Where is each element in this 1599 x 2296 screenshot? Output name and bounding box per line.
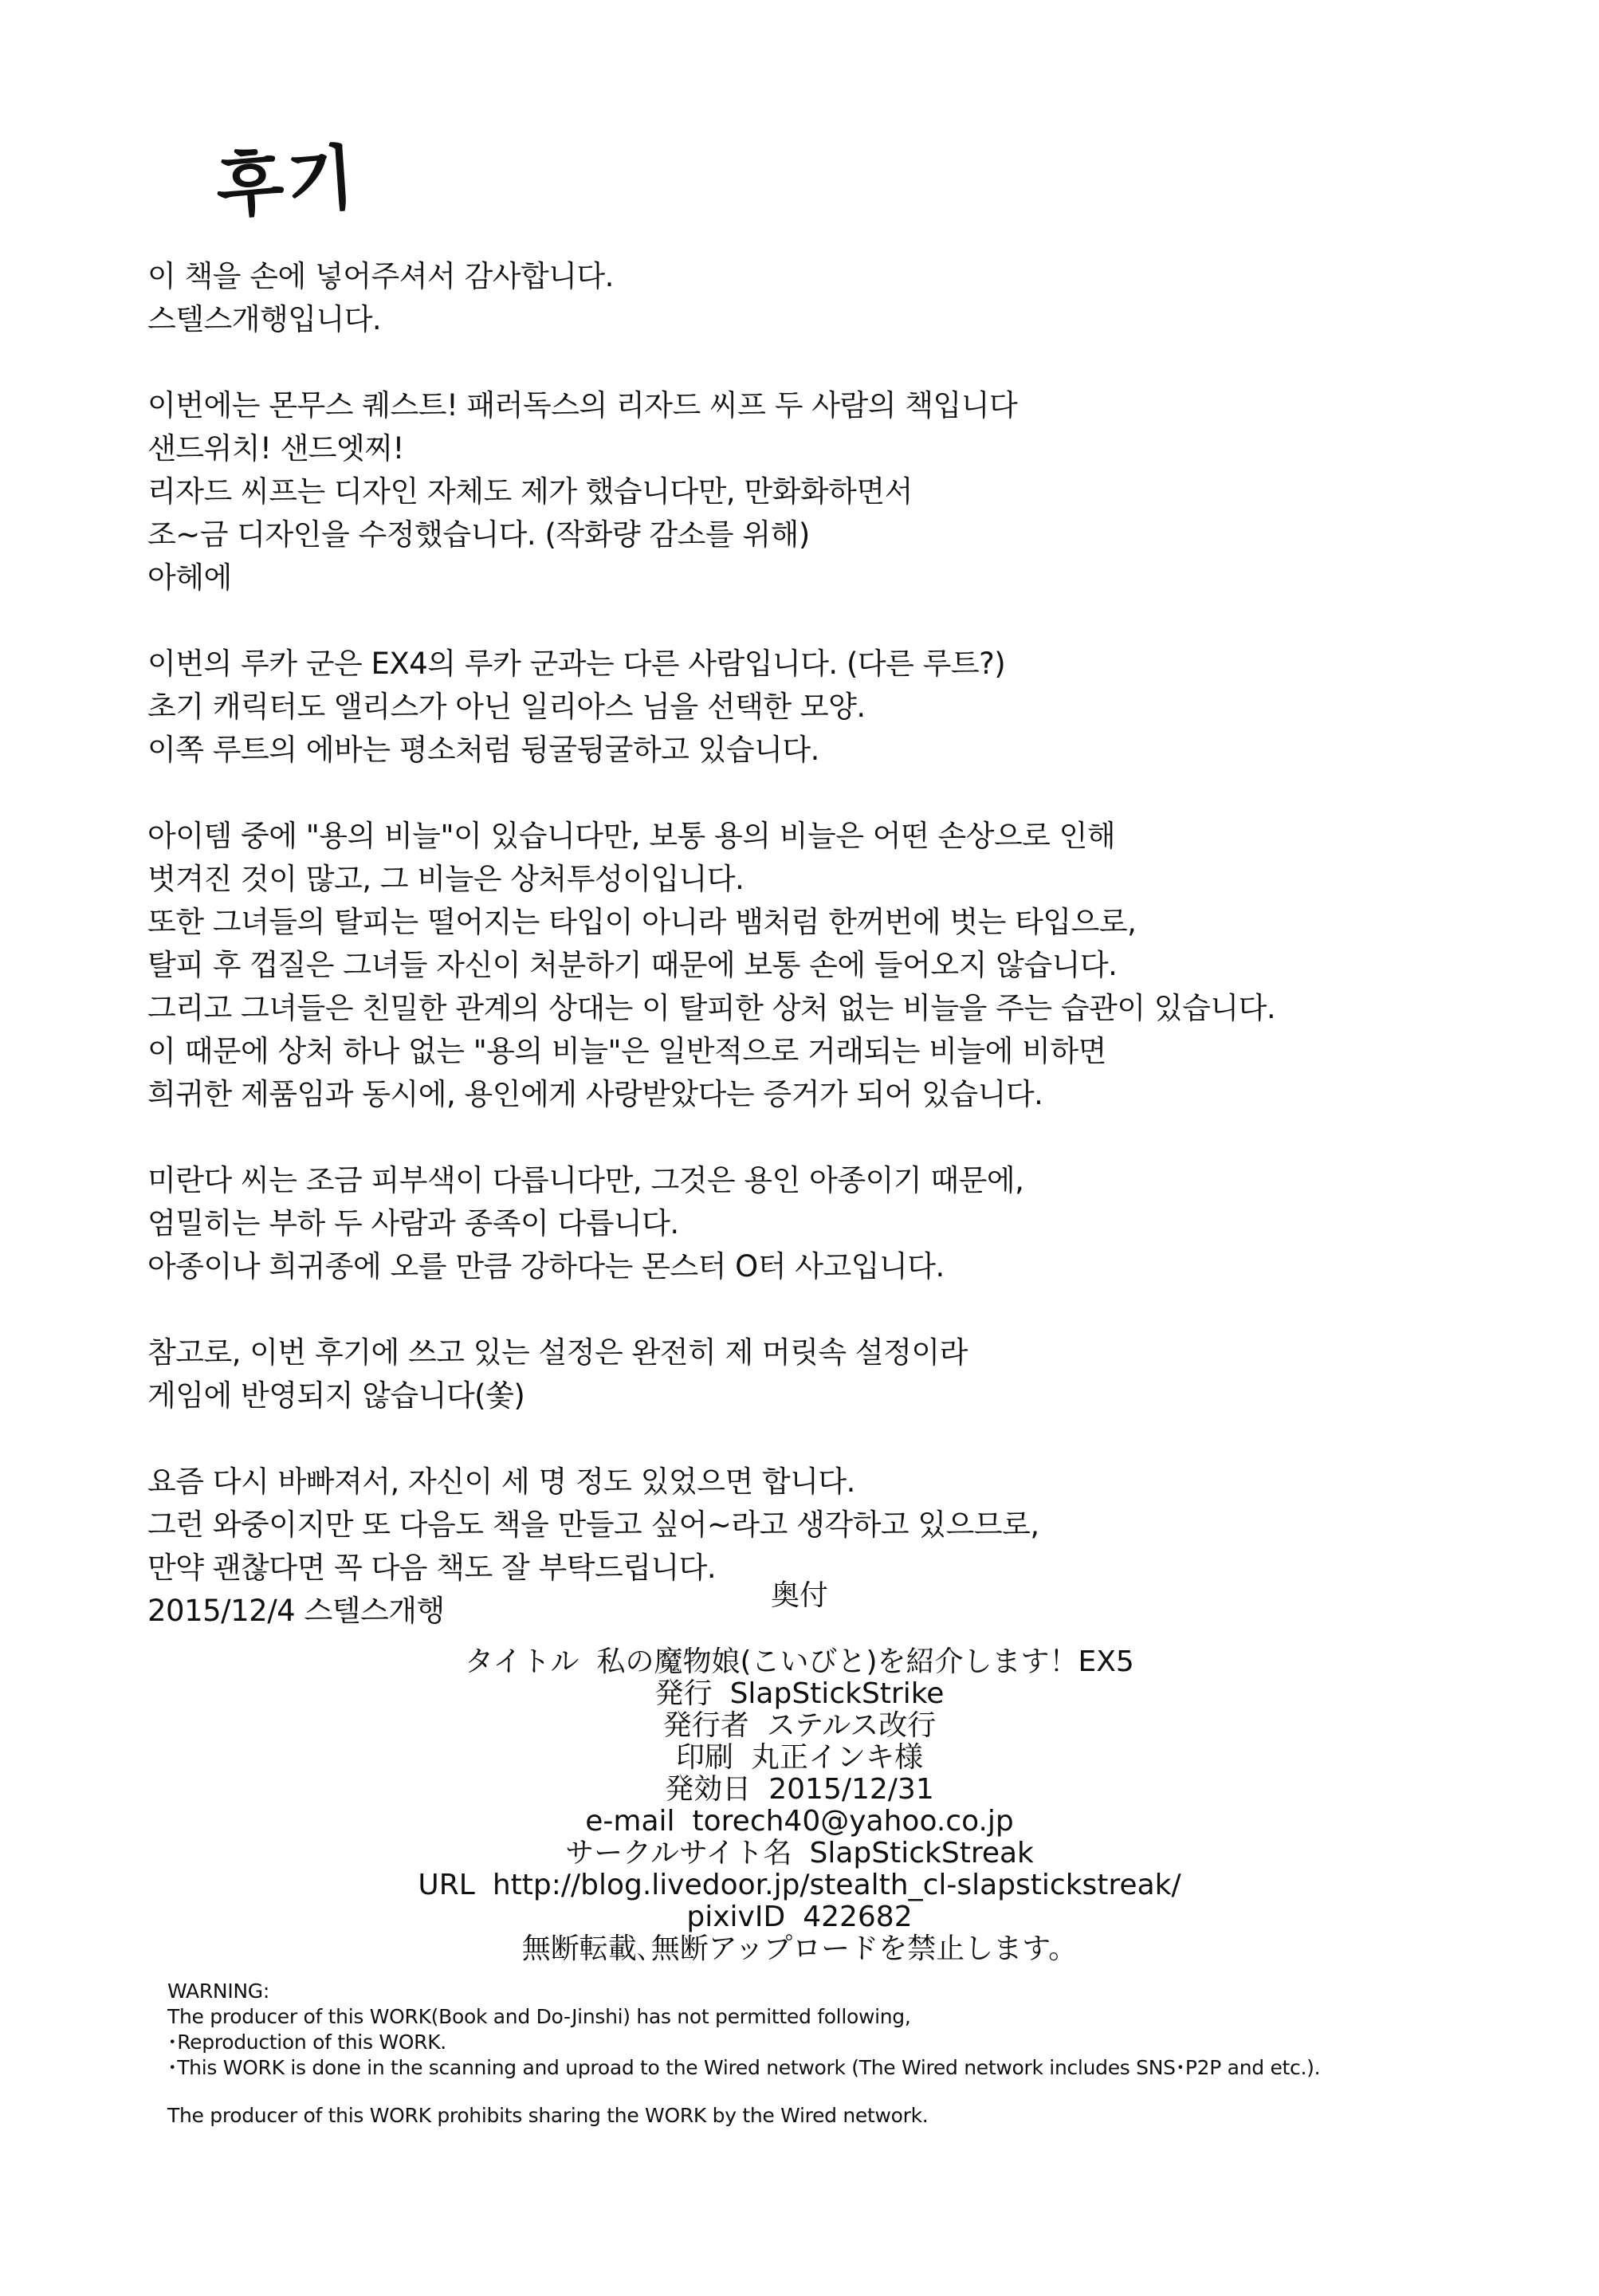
text-line: 이쪽 루트의 에바는 평소처럼 뒹굴뒹굴하고 있습니다. [147, 733, 819, 767]
text-line: 아이템 중에 "용의 비늘"이 있습니다만, 보통 용의 비늘은 어떤 손상으로 인해 [147, 819, 1116, 853]
text-line: 스텔스개행입니다. [147, 302, 382, 336]
afterword-body [147, 255, 1423, 1633]
row-label: 発行 [654, 1677, 713, 1710]
text-line: 이 때문에 상처 하나 없는 "용의 비늘"은 일반적으로 거래되는 비늘에 비하면 [147, 1034, 1106, 1068]
colophon-rows [0, 1646, 1599, 1965]
colophon-row-printer [0, 1742, 1599, 1774]
text-line: 이번의 루카 군은 EX4의 루카 군과는 다른 사람입니다. (다른 루트?) [147, 647, 1006, 681]
afterword-paragraph [147, 1159, 1423, 1288]
text-line: 요즘 다시 바빠져서, 자신이 세 명 정도 있었으면 합니다. [147, 1464, 855, 1499]
text-line: 이 책을 손에 넣어주셔서 감사합니다. [147, 259, 614, 293]
text-line: 희귀한 제품임과 동시에, 용인에게 사랑받았다는 증거가 되어 있습니다. [147, 1077, 1043, 1111]
row-value: 私の魔物娘(こいびと)を紹介します！EX5 [596, 1645, 1134, 1678]
row-value: ステルス改行 [766, 1709, 937, 1742]
text-line: 리자드 씨프는 디자인 자체도 제가 했습니다만, 만화화하면서 [147, 474, 913, 509]
row-label: pixivID [686, 1901, 786, 1933]
colophon-row-email [0, 1806, 1599, 1838]
text-line: 그런 와중이지만 또 다음도 책을 만들고 싶어~라고 생각하고 있으므로, [147, 1508, 1039, 1542]
row-label: 印刷 [675, 1741, 733, 1774]
colophon-row-url [0, 1869, 1599, 1901]
colophon-row-date [0, 1774, 1599, 1806]
afterword-paragraph [147, 384, 1423, 600]
colophon-row-title [0, 1646, 1599, 1678]
row-label: URL [418, 1869, 475, 1901]
row-label: e-mail [585, 1805, 675, 1838]
text-line: 조~금 디자인을 수정했습니다. (작화량 감소를 위해) [147, 517, 810, 552]
colophon-heading: 奥付 [770, 1579, 828, 1612]
row-label: 発効日 [665, 1773, 752, 1806]
row-value: SlapStickStreak [809, 1837, 1034, 1869]
text-line: 엄밀히는 부하 두 사람과 종족이 다릅니다. [147, 1206, 679, 1240]
text-line: 초기 캐릭터도 앨리스가 아닌 일리아스 님을 선택한 모양. [147, 690, 866, 724]
text-line: 미란다 씨는 조금 피부색이 다릅니다만, 그것은 용인 아종이기 때문에, [147, 1163, 1024, 1197]
text-line: 벗겨진 것이 많고, 그 비늘은 상처투성이입니다. [147, 862, 744, 896]
afterword-signature: 2015/12/4 스텔스개행 [147, 1594, 445, 1628]
colophon [0, 1575, 1599, 1965]
warning-block [167, 1979, 1522, 2129]
afterword-paragraph [147, 255, 1423, 341]
row-label: サークルサイト名 [565, 1837, 792, 1869]
text-line: 샌드위치! 샌드엣찌! [147, 431, 404, 466]
warning-line: The producer of this WORK(Book and Do-Jinshi) has not permitted following, [167, 2005, 911, 2028]
text-line: 게임에 반영되지 않습니다(쏯) [147, 1378, 525, 1413]
row-value: 丸正インキ様 [751, 1741, 924, 1774]
row-value: torech40@yahoo.co.jp [692, 1805, 1014, 1838]
afterword-paragraph [147, 815, 1423, 1116]
warning-heading: WARNING: [167, 1980, 269, 2003]
colophon-row-notice [0, 1933, 1599, 1965]
colophon-row-issuer [0, 1710, 1599, 1742]
row-label: タイトル [465, 1645, 579, 1678]
text-line: 아헤에 [147, 560, 232, 595]
text-line: 참고로, 이번 후기에 쓰고 있는 설정은 완전히 제 머릿속 설정이라 [147, 1335, 968, 1370]
warning-footer: The producer of this WORK prohibits sharing the WORK by the Wired network. [167, 2104, 929, 2127]
text-line: 그리고 그녀들은 친밀한 관계의 상대는 이 탈피한 상처 없는 비늘을 주는 습관이 있습니다. [147, 991, 1276, 1025]
row-value: http://blog.livedoor.jp/stealth_cl-slapstickstreak/ [492, 1869, 1181, 1901]
warning-line: ･This WORK is done in the scanning and uproad to the Wired network (The Wired network includes SNS･P2P and etc.). [167, 2056, 1321, 2079]
row-value: 無断転載､無断アップロードを禁止します。 [521, 1932, 1078, 1965]
text-line: 아종이나 희귀종에 오를 만큼 강하다는 몬스터 O터 사고입니다. [147, 1249, 945, 1284]
row-value: SlapStickStrike [729, 1677, 945, 1710]
afterword-paragraph [147, 643, 1423, 772]
afterword-title: 후기 [213, 135, 361, 228]
row-label: 発行者 [662, 1709, 749, 1742]
text-line: 또한 그녀들의 탈피는 떨어지는 타입이 아니라 뱀처럼 한꺼번에 벗는 타입으로, [147, 905, 1137, 939]
text-line: 만약 괜찮다면 꼭 다음 책도 잘 부탁드립니다. [147, 1551, 717, 1585]
row-value: 422682 [803, 1901, 913, 1933]
colophon-row-circle-site [0, 1838, 1599, 1869]
text-line: 탈피 후 껍질은 그녀들 자신이 처분하기 때문에 보통 손에 들어오지 않습니다. [147, 948, 1118, 982]
colophon-row-publisher [0, 1678, 1599, 1710]
row-value: 2015/12/31 [768, 1773, 934, 1806]
text-line: 이번에는 몬무스 퀘스트! 패러독스의 리자드 씨프 두 사람의 책입니다 [147, 388, 1018, 423]
colophon-row-pixiv [0, 1901, 1599, 1933]
afterword-paragraph [147, 1331, 1423, 1417]
warning-line: ･Reproduction of this WORK. [167, 2031, 446, 2054]
